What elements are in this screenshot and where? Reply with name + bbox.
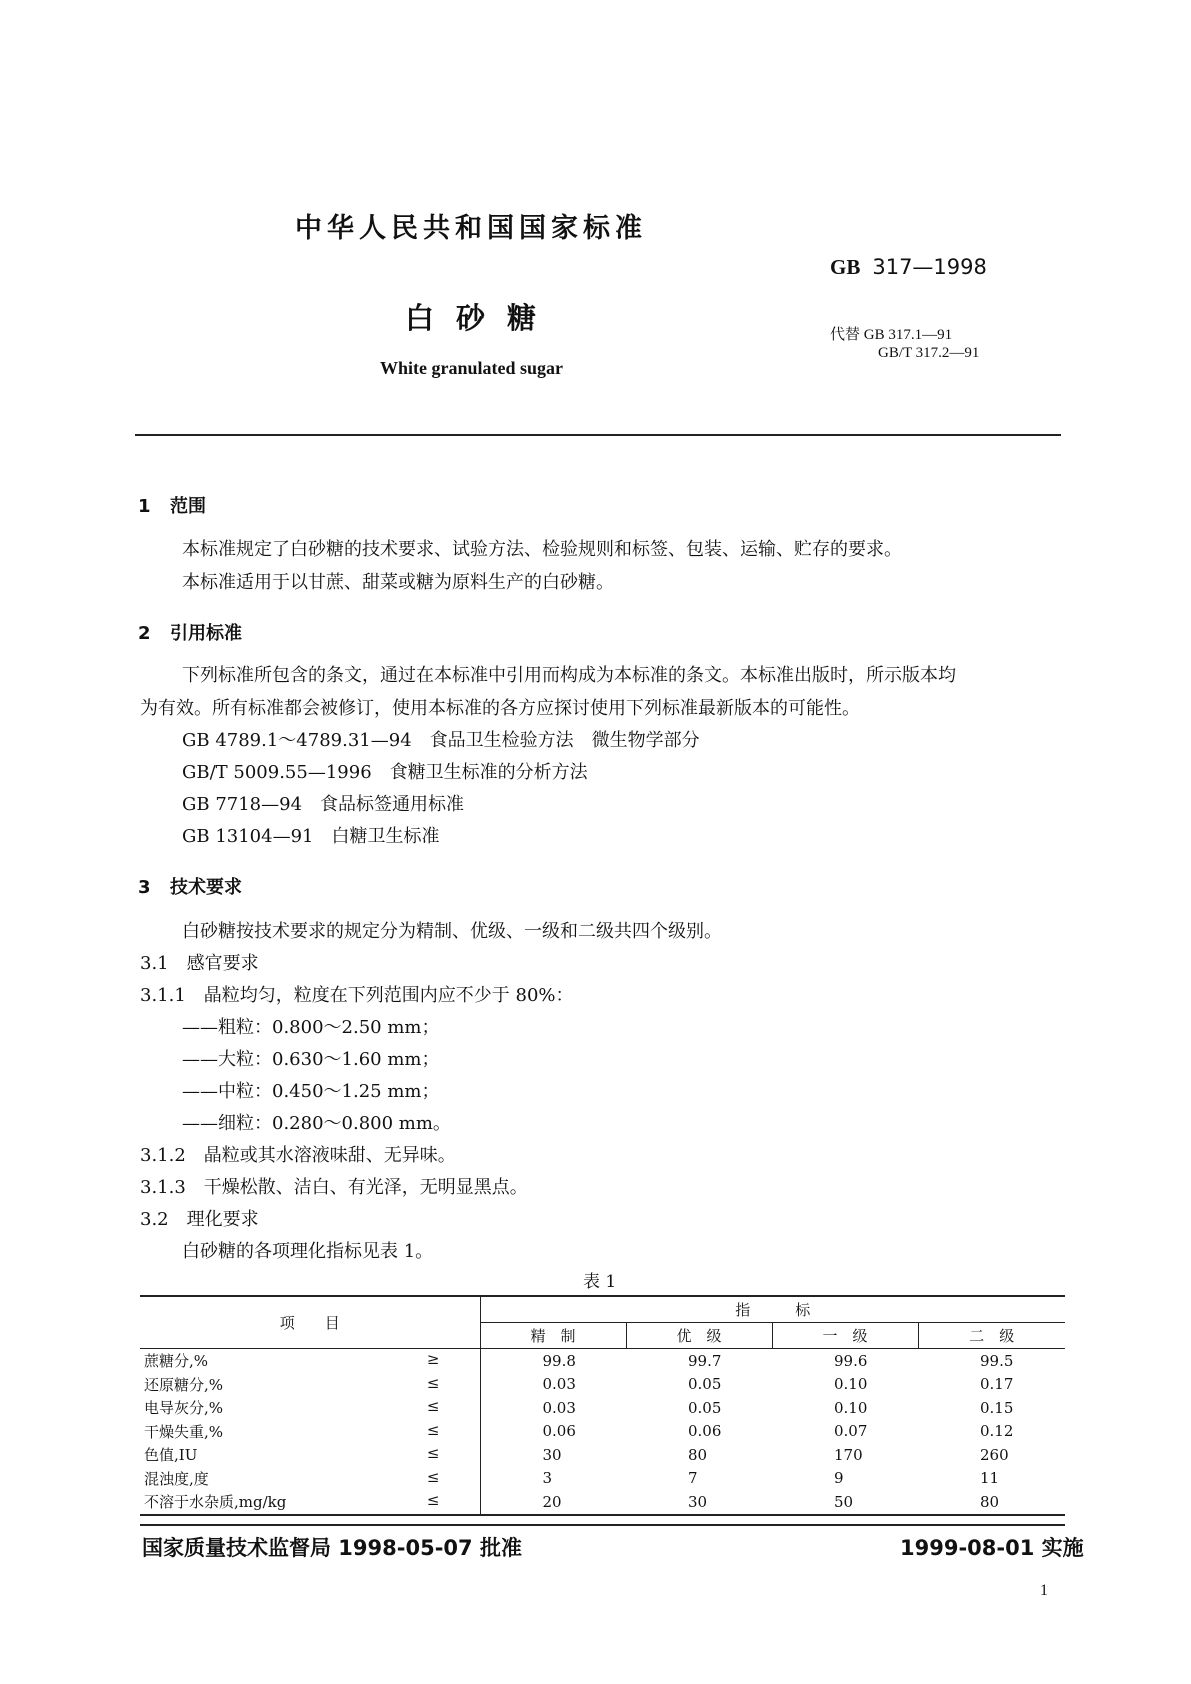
section-1-heading [138, 492, 206, 518]
section-2-heading [138, 619, 242, 645]
grade-header: 优 级 [626, 1323, 772, 1349]
comparison-symbol: ≤ [426, 1467, 440, 1486]
table-cell: 3 [480, 1467, 626, 1491]
column-header-item: 项 目 [140, 1296, 480, 1349]
paragraph: 白砂糖的各项理化指标见表 1。 [182, 1241, 434, 1262]
section-title: 范围 [170, 496, 206, 517]
row-item [140, 1349, 480, 1373]
comparison-symbol: ≥ [426, 1350, 440, 1369]
comparison-symbol: ≤ [426, 1420, 440, 1439]
grain-size-item: ——大粒：0.630～1.60 mm； [182, 1049, 440, 1070]
replaces-line-2: GB/T 317.2—91 [878, 345, 980, 361]
item-label: 混浊度,度 [144, 1469, 209, 1488]
table-row [140, 1443, 1065, 1467]
section-number: 3 [138, 877, 151, 898]
subsection-3-2-heading: 3.2 理化要求 [140, 1209, 259, 1230]
table-cell: 99.5 [980, 1351, 1014, 1370]
table-cell: 260 [980, 1445, 1009, 1464]
row-item [140, 1373, 480, 1397]
section-title: 引用标准 [170, 623, 242, 644]
replaces-note [830, 326, 979, 362]
section-number: 1 [138, 496, 151, 517]
paragraph: 为有效。所有标准都会被修订，使用本标准的各方应探讨使用下列标准最新版本的可能性。 [140, 698, 860, 719]
table-cell: 0.10 [834, 1398, 868, 1417]
header-divider [135, 434, 1061, 436]
english-title: White granulated sugar [380, 358, 564, 378]
grade-header: 二 级 [918, 1323, 1065, 1349]
standard-number [830, 255, 987, 280]
item-label: 蔗糖分,% [144, 1352, 209, 1371]
comparison-symbol: ≤ [426, 1491, 440, 1510]
section-title: 技术要求 [170, 877, 242, 898]
table-cell: 30 [688, 1492, 708, 1511]
table-cell: 99.7 [688, 1351, 722, 1370]
standard-category-title: 中华人民共和国国家标准 [295, 213, 647, 244]
table-row [140, 1420, 1065, 1444]
table-cell: 0.10 [834, 1375, 868, 1394]
paragraph: 本标准适用于以甘蔗、甜菜或糖为原料生产的白砂糖。 [182, 572, 614, 593]
table-cell: 80 [688, 1445, 708, 1464]
item-label: 干燥失重,% [144, 1422, 224, 1441]
grain-size-item: ——中粒：0.450～1.25 mm； [182, 1081, 440, 1102]
table-cell: 0.05 [688, 1398, 722, 1417]
comparison-symbol: ≤ [426, 1397, 440, 1416]
row-item [140, 1396, 480, 1420]
table-cell: 0.15 [980, 1398, 1014, 1417]
table-cell: 0.17 [980, 1375, 1014, 1394]
document-title: 白砂糖 [405, 301, 559, 335]
table-cell: 99.8 [480, 1349, 626, 1373]
paragraph: 下列标准所包含的条文，通过在本标准中引用而构成为本标准的条文。本标准出版时，所示版本均 [182, 665, 956, 686]
table-cell: 30 [480, 1443, 626, 1467]
section-3-heading [138, 873, 242, 899]
item-label: 还原糖分,% [144, 1375, 224, 1394]
implementation-date: 1999-08-01 实施 [900, 1536, 1084, 1560]
reference-item: GB 4789.1～4789.31—94 食品卫生检验方法 微生物学部分 [182, 730, 700, 751]
footer-divider [140, 1524, 1065, 1526]
reference-item: GB/T 5009.55—1996 食糖卫生标准的分析方法 [182, 762, 588, 783]
grain-size-item: ——粗粒：0.800～2.50 mm； [182, 1017, 440, 1038]
approval-line: 国家质量技术监督局 1998-05-07 批准 [142, 1536, 522, 1560]
table-cell: 0.03 [480, 1373, 626, 1397]
page-number: 1 [1040, 1582, 1048, 1599]
physicochemical-index-table [140, 1295, 1065, 1516]
row-item [140, 1467, 480, 1491]
table-caption: 表 1 [583, 1272, 617, 1292]
section-number: 2 [138, 623, 151, 644]
item-label: 电导灰分,% [144, 1399, 224, 1418]
table-row [140, 1349, 1065, 1373]
table-cell: 7 [688, 1469, 698, 1488]
comparison-symbol: ≤ [426, 1373, 440, 1392]
table-cell: 0.06 [480, 1420, 626, 1444]
standard-prefix: GB [830, 255, 861, 279]
row-item [140, 1443, 480, 1467]
clause-3-1-2: 3.1.2 晶粒或其水溶液味甜、无异味。 [140, 1145, 456, 1166]
item-label: 色值,IU [144, 1446, 198, 1465]
grade-header: 精 制 [480, 1323, 626, 1349]
table-row [140, 1373, 1065, 1397]
table-cell: 0.05 [688, 1375, 722, 1394]
grain-size-item: ——细粒：0.280～0.800 mm。 [182, 1113, 451, 1134]
standard-number-value: 317—1998 [872, 255, 987, 279]
table-cell: 170 [834, 1445, 863, 1464]
table-row [140, 1490, 1065, 1515]
item-label: 不溶于水杂质,mg/kg [144, 1493, 287, 1512]
table-cell: 99.6 [834, 1351, 868, 1370]
row-item [140, 1420, 480, 1444]
table-cell: 50 [834, 1492, 854, 1511]
table-cell: 20 [480, 1490, 626, 1515]
clause-3-1-3: 3.1.3 干燥松散、洁白、有光泽，无明显黑点。 [140, 1177, 528, 1198]
column-header-index: 指 标 [480, 1296, 1065, 1323]
table-row [140, 1467, 1065, 1491]
reference-item: GB 7718—94 食品标签通用标准 [182, 794, 465, 815]
table-cell: 0.03 [480, 1396, 626, 1420]
paragraph: 白砂糖按技术要求的规定分为精制、优级、一级和二级共四个级别。 [182, 921, 722, 942]
reference-item: GB 13104—91 白糖卫生标准 [182, 826, 440, 847]
table-cell: 0.07 [834, 1422, 868, 1441]
comparison-symbol: ≤ [426, 1444, 440, 1463]
paragraph: 本标准规定了白砂糖的技术要求、试验方法、检验规则和标签、包装、运输、贮存的要求。 [182, 539, 902, 560]
clause-3-1-1: 3.1.1 晶粒均匀，粒度在下列范围内应不少于 80%： [140, 985, 574, 1006]
table-cell: 0.12 [980, 1422, 1014, 1441]
replaces-line-1: 代替 GB 317.1—91 [830, 327, 953, 343]
table-cell: 0.06 [688, 1422, 722, 1441]
table-cell: 11 [980, 1469, 1000, 1488]
table-cell: 80 [980, 1492, 1000, 1511]
row-item [140, 1490, 480, 1515]
table-row [140, 1396, 1065, 1420]
table-cell: 9 [834, 1469, 844, 1488]
subsection-3-1-heading: 3.1 感官要求 [140, 953, 259, 974]
grade-header: 一 级 [772, 1323, 918, 1349]
